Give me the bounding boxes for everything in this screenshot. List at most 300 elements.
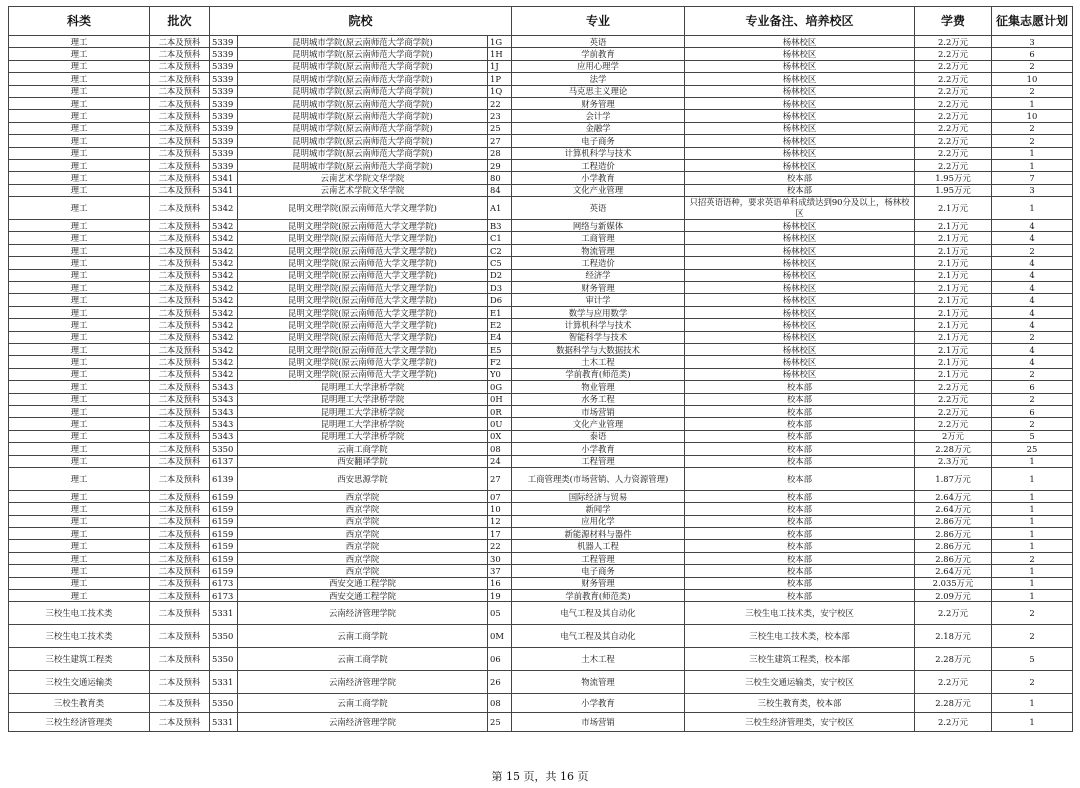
- cell-category: 理工: [9, 515, 150, 527]
- cell-category: 理工: [9, 356, 150, 368]
- cell-batch: 二本及预科: [150, 356, 210, 368]
- cell-remark: 校本部: [685, 405, 915, 417]
- table-row: [9, 418, 1073, 430]
- cell-major-code: 25: [488, 122, 512, 134]
- cell-batch: 二本及预科: [150, 515, 210, 527]
- table-row: [9, 381, 1073, 393]
- cell-remark: 杨林校区: [685, 97, 915, 109]
- cell-school-name: 昆明文理学院(原云南师范大学文理学院): [238, 306, 488, 318]
- cell-category: 理工: [9, 172, 150, 184]
- header-remark: 专业备注、培养校区: [685, 7, 915, 36]
- cell-school-name: 昆明理工大学津桥学院: [238, 418, 488, 430]
- cell-batch: 二本及预科: [150, 577, 210, 589]
- cell-school-code: 5342: [210, 331, 238, 343]
- table-row: [9, 455, 1073, 467]
- cell-category: 理工: [9, 232, 150, 244]
- cell-major-name: 工程管理: [512, 455, 685, 467]
- cell-major-name: 市场营销: [512, 405, 685, 417]
- cell-remark: 杨林校区: [685, 135, 915, 147]
- cell-major-name: 电子商务: [512, 135, 685, 147]
- table-row: [9, 671, 1073, 694]
- cell-batch: 二本及预科: [150, 405, 210, 417]
- cell-major-code: 28: [488, 147, 512, 159]
- cell-major-name: 电子商务: [512, 565, 685, 577]
- cell-batch: 二本及预科: [150, 490, 210, 502]
- cell-tuition: 2.1万元: [915, 220, 992, 232]
- cell-category: 理工: [9, 418, 150, 430]
- cell-tuition: 2.2万元: [915, 110, 992, 122]
- cell-remark: 校本部: [685, 443, 915, 455]
- cell-tuition: 2.2万元: [915, 381, 992, 393]
- cell-school-name: 昆明城市学院(原云南师范大学商学院): [238, 36, 488, 48]
- cell-school-code: 5339: [210, 122, 238, 134]
- cell-school-code: 6159: [210, 552, 238, 564]
- cell-batch: 二本及预科: [150, 648, 210, 671]
- table-row: [9, 73, 1073, 85]
- cell-school-name: 昆明文理学院(原云南师范大学文理学院): [238, 257, 488, 269]
- cell-plan: 1: [992, 490, 1073, 502]
- cell-tuition: 1.95万元: [915, 172, 992, 184]
- cell-major-code: D3: [488, 282, 512, 294]
- cell-major-name: 计算机科学与技术: [512, 147, 685, 159]
- table-row: [9, 515, 1073, 527]
- cell-tuition: 2.86万元: [915, 540, 992, 552]
- cell-school-code: 5343: [210, 430, 238, 442]
- cell-major-code: C2: [488, 244, 512, 256]
- cell-school-code: 5342: [210, 368, 238, 380]
- cell-tuition: 2.1万元: [915, 269, 992, 281]
- cell-major-name: 学前教育(师范类): [512, 368, 685, 380]
- cell-school-name: 昆明城市学院(原云南师范大学商学院): [238, 60, 488, 72]
- table-row: [9, 565, 1073, 577]
- cell-school-code: 5342: [210, 356, 238, 368]
- cell-plan: 4: [992, 294, 1073, 306]
- cell-major-name: 英语: [512, 36, 685, 48]
- cell-batch: 二本及预科: [150, 73, 210, 85]
- cell-category: 理工: [9, 552, 150, 564]
- cell-remark: 杨林校区: [685, 48, 915, 60]
- cell-major-name: 财务管理: [512, 97, 685, 109]
- cell-school-code: 5342: [210, 220, 238, 232]
- cell-major-name: 计算机科学与技术: [512, 319, 685, 331]
- cell-school-code: 5331: [210, 713, 238, 732]
- cell-major-name: 文化产业管理: [512, 184, 685, 196]
- cell-tuition: 2.2万元: [915, 135, 992, 147]
- cell-batch: 二本及预科: [150, 625, 210, 648]
- cell-plan: 1: [992, 577, 1073, 589]
- cell-school-code: 5342: [210, 282, 238, 294]
- cell-tuition: 2.1万元: [915, 244, 992, 256]
- table-row: [9, 467, 1073, 490]
- cell-major-name: 应用心理学: [512, 60, 685, 72]
- cell-school-name: 昆明理工大学津桥学院: [238, 381, 488, 393]
- cell-major-code: E2: [488, 319, 512, 331]
- cell-remark: 杨林校区: [685, 110, 915, 122]
- cell-major-name: 电气工程及其自动化: [512, 625, 685, 648]
- cell-school-name: 昆明文理学院(原云南师范大学文理学院): [238, 269, 488, 281]
- cell-school-name: 云南工商学院: [238, 648, 488, 671]
- cell-major-code: A1: [488, 197, 512, 220]
- cell-batch: 二本及预科: [150, 552, 210, 564]
- cell-batch: 二本及预科: [150, 540, 210, 552]
- cell-major-name: 应用化学: [512, 515, 685, 527]
- cell-category: 理工: [9, 577, 150, 589]
- cell-batch: 二本及预科: [150, 368, 210, 380]
- cell-category: 理工: [9, 73, 150, 85]
- cell-category: 理工: [9, 455, 150, 467]
- cell-category: 理工: [9, 306, 150, 318]
- cell-school-name: 西安翻译学院: [238, 455, 488, 467]
- cell-category: 理工: [9, 110, 150, 122]
- cell-remark: 校本部: [685, 577, 915, 589]
- cell-tuition: 2.2万元: [915, 97, 992, 109]
- cell-major-code: 17: [488, 528, 512, 540]
- cell-school-name: 西安思源学院: [238, 467, 488, 490]
- cell-major-code: 0G: [488, 381, 512, 393]
- cell-category: 理工: [9, 85, 150, 97]
- cell-school-name: 昆明理工大学津桥学院: [238, 405, 488, 417]
- cell-tuition: 2.1万元: [915, 306, 992, 318]
- cell-remark: 三校生教育类，校本部: [685, 694, 915, 713]
- cell-plan: 2: [992, 135, 1073, 147]
- cell-tuition: 2.28万元: [915, 694, 992, 713]
- cell-tuition: 2.1万元: [915, 197, 992, 220]
- cell-batch: 二本及预科: [150, 122, 210, 134]
- cell-plan: 3: [992, 36, 1073, 48]
- header-row: [9, 7, 1073, 36]
- cell-category: 理工: [9, 343, 150, 355]
- cell-tuition: 2.86万元: [915, 528, 992, 540]
- cell-school-name: 云南工商学院: [238, 443, 488, 455]
- cell-category: 三校生电工技术类: [9, 602, 150, 625]
- cell-tuition: 2.2万元: [915, 713, 992, 732]
- cell-school-name: 西京学院: [238, 540, 488, 552]
- cell-major-code: 80: [488, 172, 512, 184]
- cell-major-code: 19: [488, 590, 512, 602]
- cell-major-code: 22: [488, 97, 512, 109]
- cell-category: 理工: [9, 368, 150, 380]
- cell-school-code: 5339: [210, 73, 238, 85]
- header-school: 院校: [210, 7, 512, 36]
- cell-tuition: 2.2万元: [915, 122, 992, 134]
- cell-school-name: 昆明文理学院(原云南师范大学文理学院): [238, 343, 488, 355]
- table-row: [9, 306, 1073, 318]
- cell-school-code: 6159: [210, 565, 238, 577]
- cell-major-name: 小学教育: [512, 443, 685, 455]
- cell-tuition: 2.2万元: [915, 393, 992, 405]
- cell-plan: 1: [992, 467, 1073, 490]
- header-major: 专业: [512, 7, 685, 36]
- table-row: [9, 257, 1073, 269]
- cell-major-code: 84: [488, 184, 512, 196]
- cell-major-code: C1: [488, 232, 512, 244]
- cell-major-code: D2: [488, 269, 512, 281]
- cell-major-code: 24: [488, 455, 512, 467]
- cell-school-name: 昆明文理学院(原云南师范大学文理学院): [238, 319, 488, 331]
- cell-remark: 杨林校区: [685, 257, 915, 269]
- cell-major-code: 0R: [488, 405, 512, 417]
- cell-tuition: 2万元: [915, 430, 992, 442]
- cell-school-name: 西京学院: [238, 515, 488, 527]
- table-row: [9, 294, 1073, 306]
- cell-school-name: 云南艺术学院文华学院: [238, 172, 488, 184]
- cell-major-name: 数学与应用数学: [512, 306, 685, 318]
- cell-school-name: 昆明城市学院(原云南师范大学商学院): [238, 147, 488, 159]
- cell-tuition: 2.28万元: [915, 443, 992, 455]
- cell-remark: 杨林校区: [685, 306, 915, 318]
- cell-category: 理工: [9, 97, 150, 109]
- cell-plan: 2: [992, 85, 1073, 97]
- cell-tuition: 2.64万元: [915, 565, 992, 577]
- cell-plan: 1: [992, 565, 1073, 577]
- cell-category: 理工: [9, 331, 150, 343]
- cell-remark: 校本部: [685, 172, 915, 184]
- cell-major-name: 工商管理: [512, 232, 685, 244]
- cell-batch: 二本及预科: [150, 467, 210, 490]
- cell-batch: 二本及预科: [150, 565, 210, 577]
- cell-category: 理工: [9, 430, 150, 442]
- table-row: [9, 85, 1073, 97]
- table-row: [9, 197, 1073, 220]
- cell-major-name: 水务工程: [512, 393, 685, 405]
- cell-batch: 二本及预科: [150, 503, 210, 515]
- cell-major-code: E5: [488, 343, 512, 355]
- cell-school-name: 云南经济管理学院: [238, 671, 488, 694]
- cell-school-name: 昆明文理学院(原云南师范大学文理学院): [238, 197, 488, 220]
- cell-major-code: E4: [488, 331, 512, 343]
- cell-school-code: 5341: [210, 184, 238, 196]
- cell-remark: 三校生电工技术类，校本部: [685, 625, 915, 648]
- cell-school-name: 西京学院: [238, 552, 488, 564]
- cell-major-code: 05: [488, 602, 512, 625]
- cell-plan: 4: [992, 319, 1073, 331]
- cell-major-code: 1H: [488, 48, 512, 60]
- cell-remark: 杨林校区: [685, 232, 915, 244]
- cell-category: 三校生经济管理类: [9, 713, 150, 732]
- cell-school-name: 西京学院: [238, 528, 488, 540]
- cell-school-name: 西安交通工程学院: [238, 577, 488, 589]
- cell-remark: 杨林校区: [685, 294, 915, 306]
- cell-tuition: 2.1万元: [915, 232, 992, 244]
- cell-remark: 杨林校区: [685, 244, 915, 256]
- cell-tuition: 2.1万元: [915, 257, 992, 269]
- cell-plan: 5: [992, 648, 1073, 671]
- cell-category: 理工: [9, 36, 150, 48]
- cell-remark: 校本部: [685, 565, 915, 577]
- cell-plan: 4: [992, 257, 1073, 269]
- cell-school-name: 西安交通工程学院: [238, 590, 488, 602]
- cell-school-name: 昆明文理学院(原云南师范大学文理学院): [238, 368, 488, 380]
- cell-category: 理工: [9, 48, 150, 60]
- cell-batch: 二本及预科: [150, 159, 210, 171]
- page-footer: 第 15 页，共 16 页: [491, 770, 589, 783]
- cell-remark: 校本部: [685, 528, 915, 540]
- cell-category: 理工: [9, 467, 150, 490]
- cell-major-name: 财务管理: [512, 577, 685, 589]
- admission-plan-sheet: [8, 6, 1072, 732]
- cell-remark: 校本部: [685, 393, 915, 405]
- cell-plan: 10: [992, 110, 1073, 122]
- cell-tuition: 2.2万元: [915, 405, 992, 417]
- cell-major-code: 08: [488, 694, 512, 713]
- cell-remark: 三校生交通运输类，安宁校区: [685, 671, 915, 694]
- cell-school-name: 昆明理工大学津桥学院: [238, 430, 488, 442]
- cell-tuition: 2.1万元: [915, 282, 992, 294]
- cell-category: 三校生建筑工程类: [9, 648, 150, 671]
- cell-remark: 校本部: [685, 455, 915, 467]
- cell-tuition: 2.28万元: [915, 648, 992, 671]
- cell-major-code: 1G: [488, 36, 512, 48]
- cell-plan: 4: [992, 269, 1073, 281]
- cell-remark: 杨林校区: [685, 356, 915, 368]
- cell-plan: 6: [992, 48, 1073, 60]
- table-row: [9, 220, 1073, 232]
- cell-tuition: 2.1万元: [915, 356, 992, 368]
- cell-plan: 3: [992, 184, 1073, 196]
- cell-batch: 二本及预科: [150, 197, 210, 220]
- cell-remark: 杨林校区: [685, 36, 915, 48]
- cell-category: 理工: [9, 393, 150, 405]
- cell-remark: 杨林校区: [685, 319, 915, 331]
- cell-major-code: C5: [488, 257, 512, 269]
- cell-batch: 二本及预科: [150, 443, 210, 455]
- cell-tuition: 1.87万元: [915, 467, 992, 490]
- cell-major-name: 文化产业管理: [512, 418, 685, 430]
- cell-plan: 2: [992, 552, 1073, 564]
- cell-major-name: 市场营销: [512, 713, 685, 732]
- cell-school-name: 昆明文理学院(原云南师范大学文理学院): [238, 294, 488, 306]
- table-row: [9, 602, 1073, 625]
- cell-major-name: 审计学: [512, 294, 685, 306]
- cell-remark: 杨林校区: [685, 331, 915, 343]
- cell-category: 理工: [9, 528, 150, 540]
- table-row: [9, 184, 1073, 196]
- table-body: [9, 36, 1073, 732]
- cell-batch: 二本及预科: [150, 110, 210, 122]
- cell-batch: 二本及预科: [150, 85, 210, 97]
- cell-school-name: 昆明城市学院(原云南师范大学商学院): [238, 122, 488, 134]
- cell-category: 理工: [9, 220, 150, 232]
- cell-major-name: 网络与新媒体: [512, 220, 685, 232]
- cell-school-name: 西京学院: [238, 503, 488, 515]
- cell-school-name: 昆明文理学院(原云南师范大学文理学院): [238, 282, 488, 294]
- cell-school-code: 5343: [210, 381, 238, 393]
- table-row: [9, 331, 1073, 343]
- cell-plan: 2: [992, 122, 1073, 134]
- cell-school-code: 5342: [210, 343, 238, 355]
- cell-remark: 校本部: [685, 418, 915, 430]
- cell-school-name: 昆明文理学院(原云南师范大学文理学院): [238, 244, 488, 256]
- cell-remark: 校本部: [685, 503, 915, 515]
- cell-plan: 1: [992, 528, 1073, 540]
- cell-tuition: 2.64万元: [915, 490, 992, 502]
- table-row: [9, 405, 1073, 417]
- cell-major-code: 10: [488, 503, 512, 515]
- cell-school-code: 6159: [210, 540, 238, 552]
- cell-remark: 校本部: [685, 540, 915, 552]
- cell-remark: 三校生电工技术类，安宁校区: [685, 602, 915, 625]
- cell-school-code: 5339: [210, 48, 238, 60]
- cell-category: 理工: [9, 159, 150, 171]
- cell-plan: 2: [992, 625, 1073, 648]
- cell-category: 理工: [9, 540, 150, 552]
- cell-school-code: 5339: [210, 147, 238, 159]
- cell-tuition: 2.1万元: [915, 331, 992, 343]
- cell-major-name: 电气工程及其自动化: [512, 602, 685, 625]
- table-row: [9, 122, 1073, 134]
- cell-major-name: 英语: [512, 197, 685, 220]
- table-row: [9, 36, 1073, 48]
- cell-school-name: 昆明城市学院(原云南师范大学商学院): [238, 110, 488, 122]
- cell-school-code: 5339: [210, 110, 238, 122]
- cell-plan: 4: [992, 306, 1073, 318]
- cell-major-code: D6: [488, 294, 512, 306]
- table-row: [9, 282, 1073, 294]
- cell-tuition: 2.1万元: [915, 343, 992, 355]
- cell-tuition: 2.86万元: [915, 552, 992, 564]
- cell-school-code: 5331: [210, 671, 238, 694]
- cell-remark: 杨林校区: [685, 73, 915, 85]
- cell-major-name: 新能源材料与器件: [512, 528, 685, 540]
- cell-tuition: 2.2万元: [915, 48, 992, 60]
- cell-tuition: 2.1万元: [915, 294, 992, 306]
- cell-remark: 杨林校区: [685, 147, 915, 159]
- cell-major-name: 泰语: [512, 430, 685, 442]
- table-row: [9, 540, 1073, 552]
- cell-major-code: 06: [488, 648, 512, 671]
- cell-plan: 6: [992, 381, 1073, 393]
- cell-remark: 杨林校区: [685, 122, 915, 134]
- table-row: [9, 443, 1073, 455]
- cell-batch: 二本及预科: [150, 48, 210, 60]
- cell-category: 理工: [9, 443, 150, 455]
- cell-plan: 6: [992, 405, 1073, 417]
- cell-remark: 杨林校区: [685, 60, 915, 72]
- table-row: [9, 577, 1073, 589]
- cell-school-code: 5342: [210, 197, 238, 220]
- cell-school-code: 5331: [210, 602, 238, 625]
- cell-school-code: 5342: [210, 232, 238, 244]
- cell-major-name: 学前教育: [512, 48, 685, 60]
- cell-batch: 二本及预科: [150, 282, 210, 294]
- cell-major-name: 物流管理: [512, 244, 685, 256]
- cell-category: 理工: [9, 503, 150, 515]
- cell-category: 理工: [9, 244, 150, 256]
- cell-major-code: 12: [488, 515, 512, 527]
- cell-school-name: 昆明城市学院(原云南师范大学商学院): [238, 85, 488, 97]
- cell-category: 理工: [9, 197, 150, 220]
- cell-major-code: 37: [488, 565, 512, 577]
- table-row: [9, 503, 1073, 515]
- cell-batch: 二本及预科: [150, 184, 210, 196]
- cell-plan: 1: [992, 197, 1073, 220]
- cell-tuition: 2.09万元: [915, 590, 992, 602]
- cell-school-code: 5342: [210, 294, 238, 306]
- cell-batch: 二本及预科: [150, 244, 210, 256]
- table-row: [9, 648, 1073, 671]
- cell-major-code: 0M: [488, 625, 512, 648]
- cell-tuition: 2.2万元: [915, 602, 992, 625]
- cell-major-code: 27: [488, 135, 512, 147]
- table-row: [9, 343, 1073, 355]
- cell-remark: 校本部: [685, 430, 915, 442]
- cell-plan: 1: [992, 540, 1073, 552]
- table-row: [9, 159, 1073, 171]
- cell-category: 理工: [9, 565, 150, 577]
- cell-plan: 1: [992, 590, 1073, 602]
- cell-school-name: 昆明文理学院(原云南师范大学文理学院): [238, 356, 488, 368]
- cell-category: 理工: [9, 135, 150, 147]
